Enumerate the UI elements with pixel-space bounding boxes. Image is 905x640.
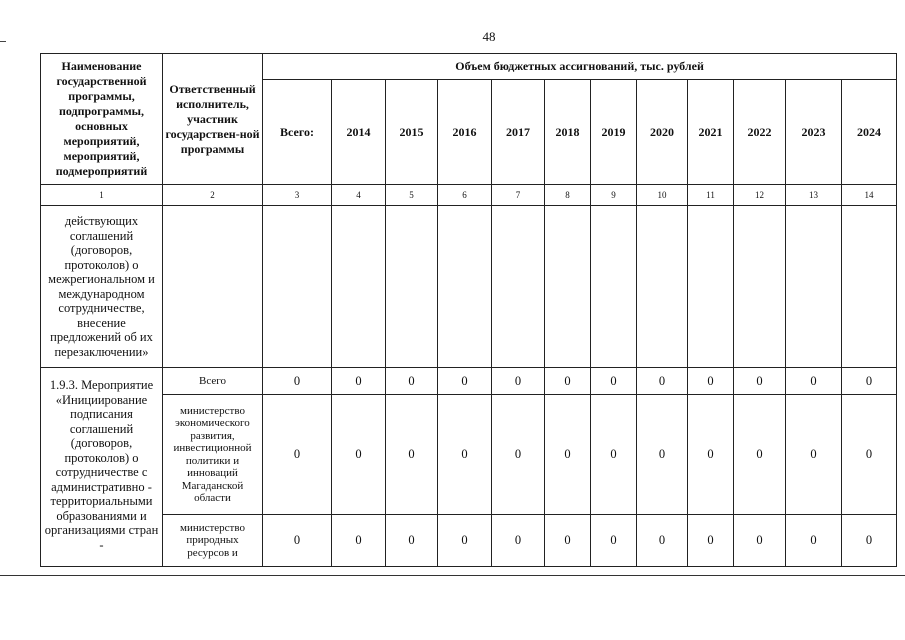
value-cell: 0	[842, 368, 897, 395]
value-cell: 0	[492, 368, 545, 395]
value-cell: 0	[842, 515, 897, 567]
value-cell: 0	[734, 515, 786, 567]
value-cell: 0	[332, 395, 386, 515]
column-number: 12	[734, 185, 786, 206]
value-cell: 0	[786, 515, 842, 567]
page-number: 48	[482, 29, 496, 44]
value-cell: 0	[734, 395, 786, 515]
header-year: 2020	[637, 80, 688, 185]
value-cell: 0	[263, 515, 332, 567]
column-number: 3	[263, 185, 332, 206]
header-year: 2019	[591, 80, 637, 185]
header-total: Всего:	[263, 80, 332, 185]
value-cell: 0	[842, 395, 897, 515]
column-number: 9	[591, 185, 637, 206]
column-number: 1	[41, 185, 163, 206]
value-cell: 0	[263, 395, 332, 515]
empty-cell	[842, 206, 897, 368]
value-cell: 0	[591, 395, 637, 515]
empty-cell	[386, 206, 438, 368]
empty-cell	[734, 206, 786, 368]
column-number: 7	[492, 185, 545, 206]
value-cell: 0	[438, 395, 492, 515]
empty-cell	[688, 206, 734, 368]
value-cell: 0	[492, 395, 545, 515]
executor-cell: министерство экономического развития, инвестиционной политики и инноваций Магаданской области	[163, 395, 263, 515]
empty-cell	[263, 206, 332, 368]
column-number: 5	[386, 185, 438, 206]
empty-cell	[637, 206, 688, 368]
value-cell: 0	[591, 368, 637, 395]
budget-table	[40, 53, 897, 567]
column-number: 10	[637, 185, 688, 206]
value-cell: 0	[688, 395, 734, 515]
empty-cell	[591, 206, 637, 368]
value-cell: 0	[332, 368, 386, 395]
column-number: 4	[332, 185, 386, 206]
value-cell: 0	[332, 515, 386, 567]
value-cell: 0	[545, 515, 591, 567]
value-cell: 0	[688, 368, 734, 395]
page-bottom-rule	[0, 575, 905, 576]
column-number: 2	[163, 185, 263, 206]
executor-cell: Всего	[163, 368, 263, 395]
header-year: 2023	[786, 80, 842, 185]
value-cell: 0	[386, 395, 438, 515]
empty-cell	[163, 206, 263, 368]
column-number: 11	[688, 185, 734, 206]
header-year: 2017	[492, 80, 545, 185]
empty-cell	[438, 206, 492, 368]
header-year: 2016	[438, 80, 492, 185]
value-cell: 0	[734, 368, 786, 395]
value-cell: 0	[591, 515, 637, 567]
measure-name: 1.9.3. Мероприятие «Инициирование подписания соглашений (договоров, протоколов) о сотрудничестве с административно - территориальными образованиями и организациями стран -	[41, 368, 163, 567]
empty-cell	[786, 206, 842, 368]
value-cell: 0	[637, 395, 688, 515]
value-cell: 0	[637, 515, 688, 567]
column-number: 6	[438, 185, 492, 206]
value-cell: 0	[688, 515, 734, 567]
value-cell: 0	[438, 368, 492, 395]
value-cell: 0	[386, 368, 438, 395]
header-year: 2022	[734, 80, 786, 185]
value-cell: 0	[637, 368, 688, 395]
value-cell: 0	[545, 395, 591, 515]
value-cell: 0	[492, 515, 545, 567]
value-cell: 0	[263, 368, 332, 395]
value-cell: 0	[786, 395, 842, 515]
scan-mark	[0, 41, 6, 42]
empty-cell	[492, 206, 545, 368]
header-year: 2018	[545, 80, 591, 185]
executor-cell: министерство природных ресурсов и	[163, 515, 263, 567]
header-executor: Ответственный исполнитель, участник государствен-ной программы	[163, 54, 263, 185]
empty-cell	[332, 206, 386, 368]
value-cell: 0	[438, 515, 492, 567]
value-cell: 0	[545, 368, 591, 395]
header-year: 2024	[842, 80, 897, 185]
column-number: 8	[545, 185, 591, 206]
header-year: 2021	[688, 80, 734, 185]
value-cell: 0	[786, 368, 842, 395]
table-row	[41, 368, 897, 395]
empty-cell	[545, 206, 591, 368]
header-name: Наименование государственной программы, подпрограммы, основных мероприятий, мероприятий, подмероприятий	[41, 54, 163, 185]
header-budget: Объем бюджетных ассигнований, тыс. рублей	[263, 54, 897, 80]
column-number: 13	[786, 185, 842, 206]
table-row	[41, 395, 897, 515]
header-year: 2014	[332, 80, 386, 185]
continuation-name: действующих соглашений (договоров, протоколов) о межрегиональном и международном сотрудничестве, внесение предложений об их перезаключении»	[41, 206, 163, 368]
table-row	[41, 515, 897, 567]
column-number: 14	[842, 185, 897, 206]
table-row	[41, 206, 897, 368]
header-year: 2015	[386, 80, 438, 185]
value-cell: 0	[386, 515, 438, 567]
